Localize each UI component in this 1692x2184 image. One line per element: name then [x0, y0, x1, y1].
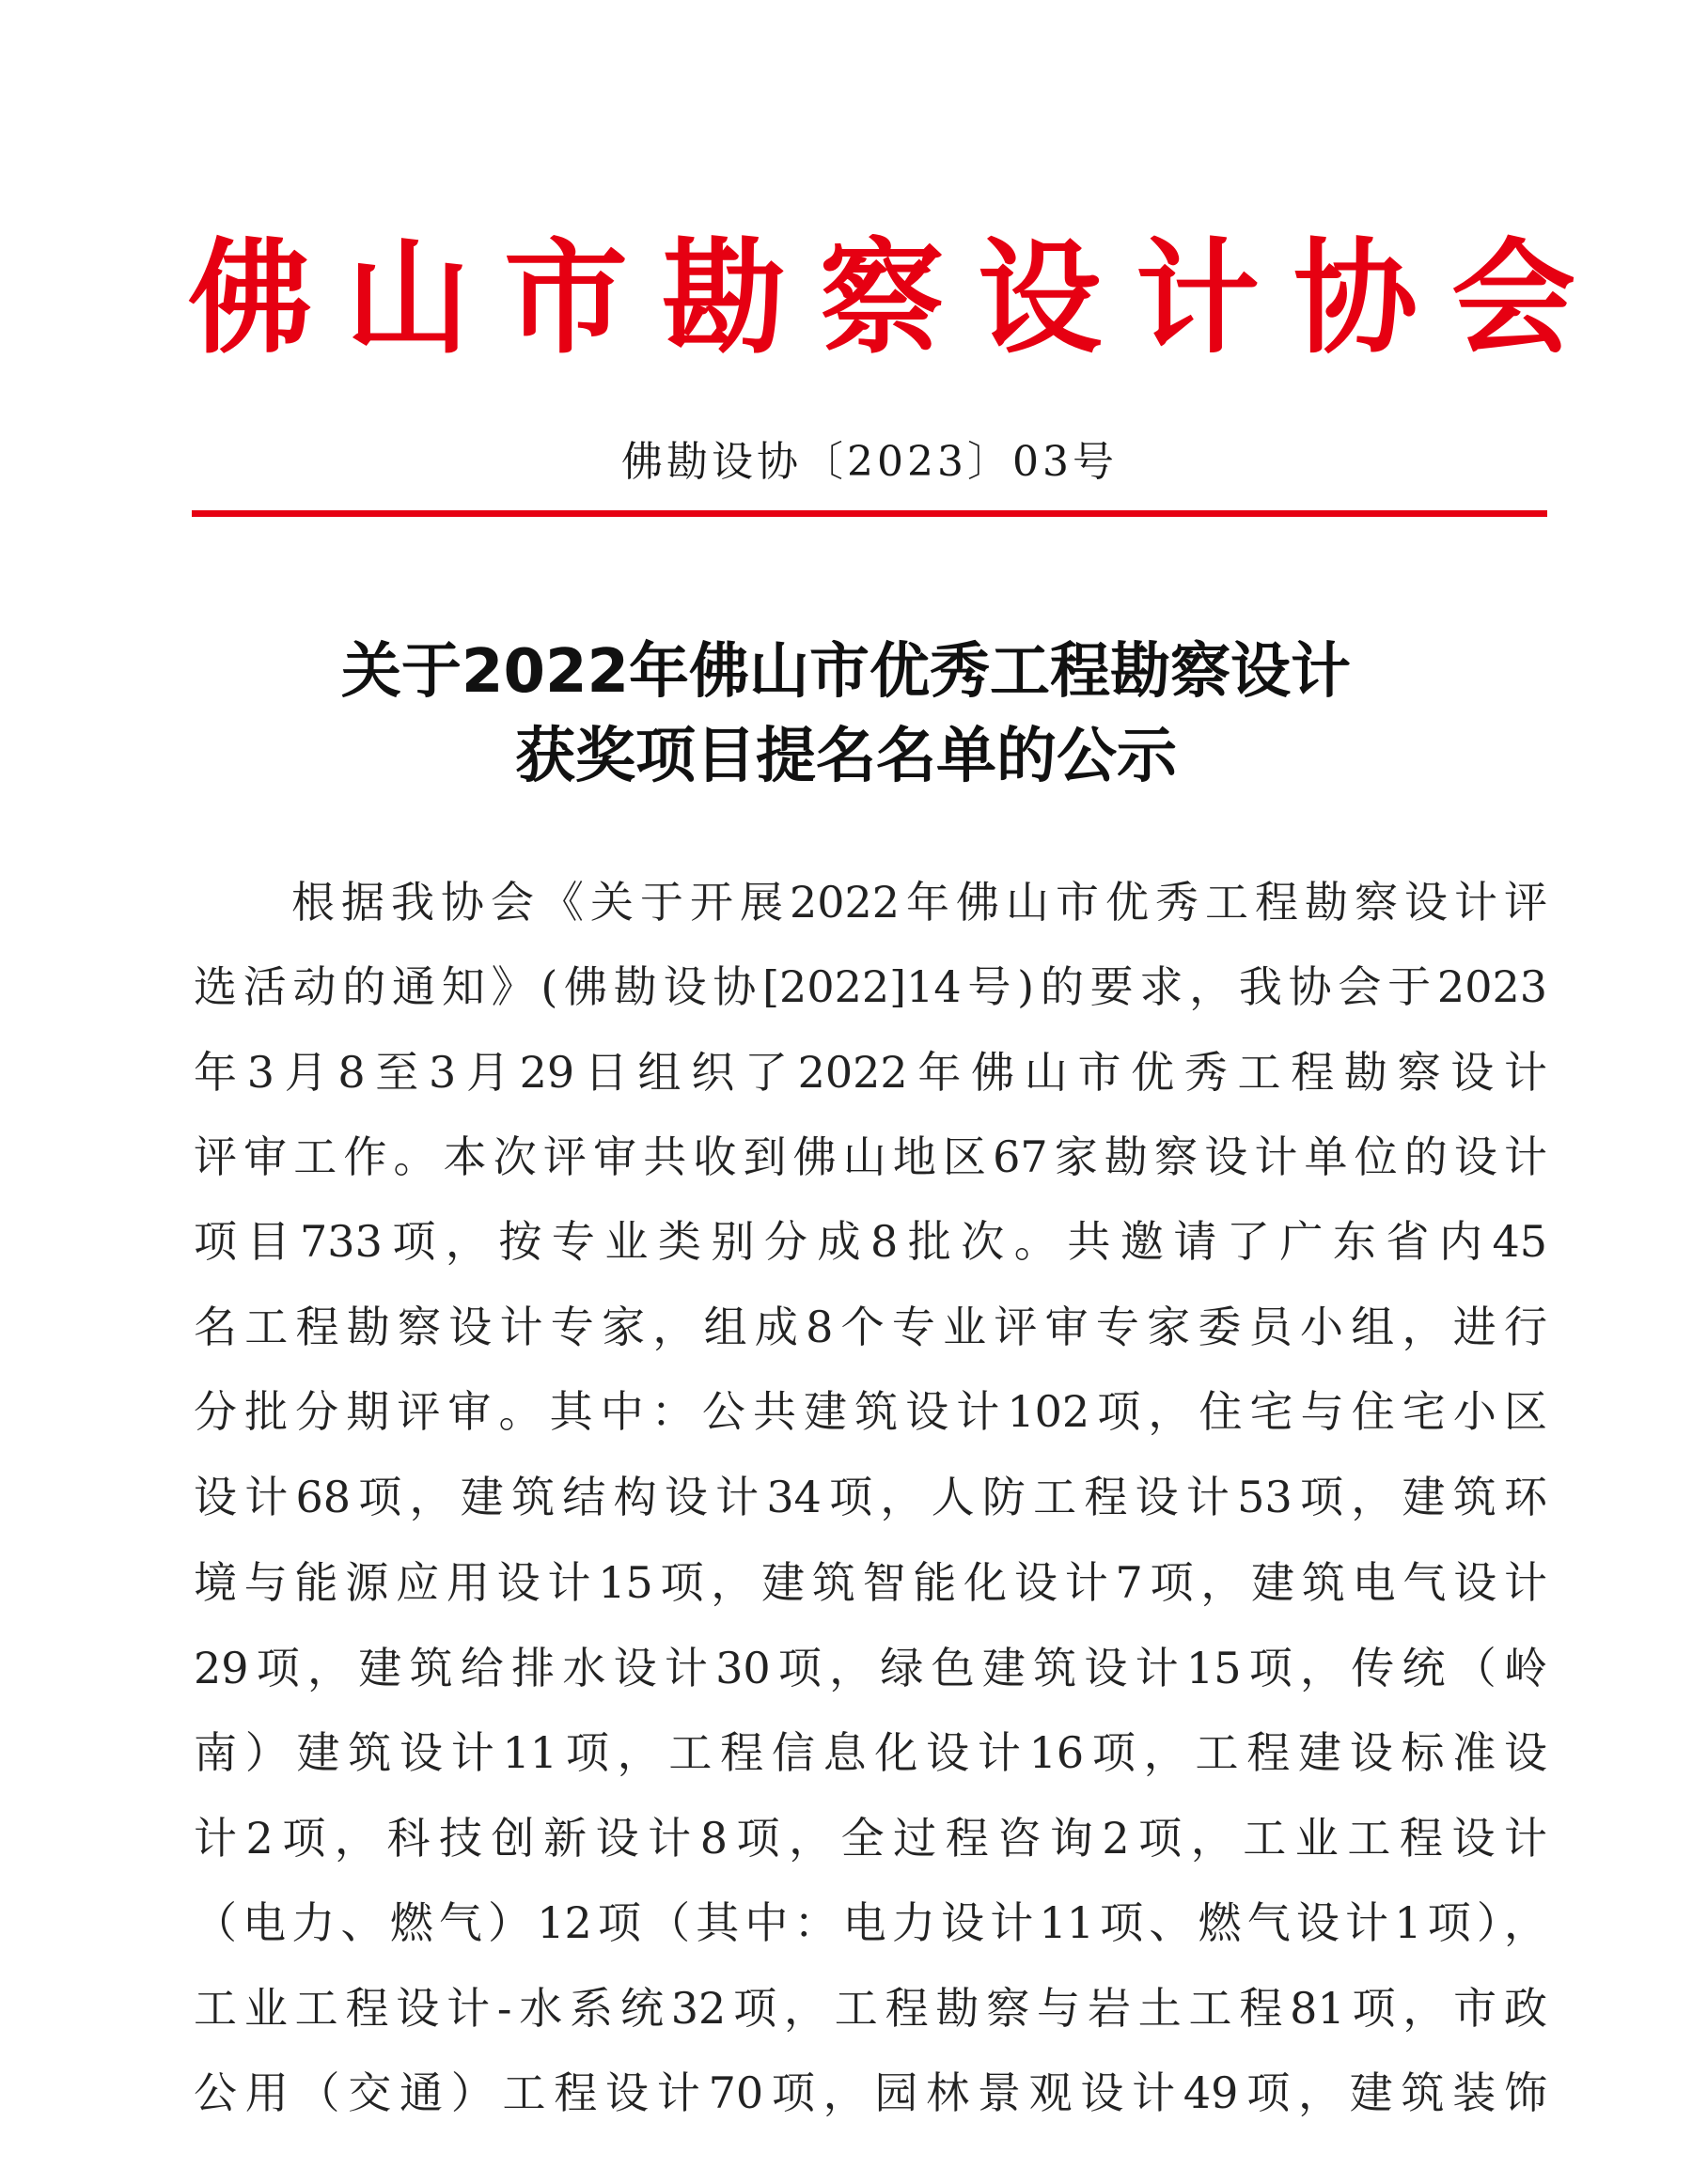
body-text-line: 设计68项，建筑结构设计34项，人防工程设计53项，建筑环 [194, 1472, 1547, 1522]
notice-title-line-2: 获奖项目提名名单的公示 [515, 722, 1177, 791]
body-text-line: 南）建筑设计11项，工程信息化设计16项，工程建设标准设 [194, 1727, 1547, 1778]
red-divider-line [192, 510, 1547, 517]
body-text-line: 公用（交通）工程设计70项，园林景观设计49项，建筑装饰 [194, 2067, 1547, 2118]
body-text-line: 分批分期评审。其中：公共建筑设计102项，住宅与住宅小区 [194, 1386, 1547, 1437]
body-text-line: 根据我协会《关于开展2022年佛山市优秀工程勘察设计评 [291, 877, 1547, 928]
document-number: 佛勘设协〔2023〕03号 [621, 438, 1118, 486]
body-text-line: 项目733项，按专业类别分成8批次。共邀请了广东省内45 [194, 1216, 1547, 1267]
organization-title: 佛山市勘察设计协会 [188, 226, 1609, 371]
body-text-line: 29项，建筑给排水设计30项，绿色建筑设计15项，传统（岭 [194, 1643, 1547, 1693]
notice-title-line-1: 关于2022年佛山市优秀工程勘察设计 [340, 637, 1352, 707]
body-text-line: 计2项，科技创新设计8项，全过程咨询2项，工业工程设计 [194, 1813, 1547, 1864]
body-text-line: 年3月8至3月29日组织了2022年佛山市优秀工程勘察设计 [194, 1047, 1547, 1098]
body-text-line: 评审工作。本次评审共收到佛山地区67家勘察设计单位的设计 [194, 1131, 1547, 1182]
body-text-line: 工业工程设计-水系统32项，工程勘察与岩土工程81项，市政 [194, 1983, 1547, 2034]
body-text-line: 选活动的通知》(佛勘设协[2022]14号)的要求，我协会于2023 [194, 961, 1547, 1012]
body-text-line: 名工程勘察设计专家，组成8个专业评审专家委员小组，进行 [194, 1302, 1547, 1352]
body-text-line: （电力、燃气）12项（其中：电力设计11项、燃气设计1项）， [194, 1897, 1547, 1948]
body-text-line: 境与能源应用设计15项，建筑智能化设计7项，建筑电气设计 [194, 1557, 1547, 1608]
